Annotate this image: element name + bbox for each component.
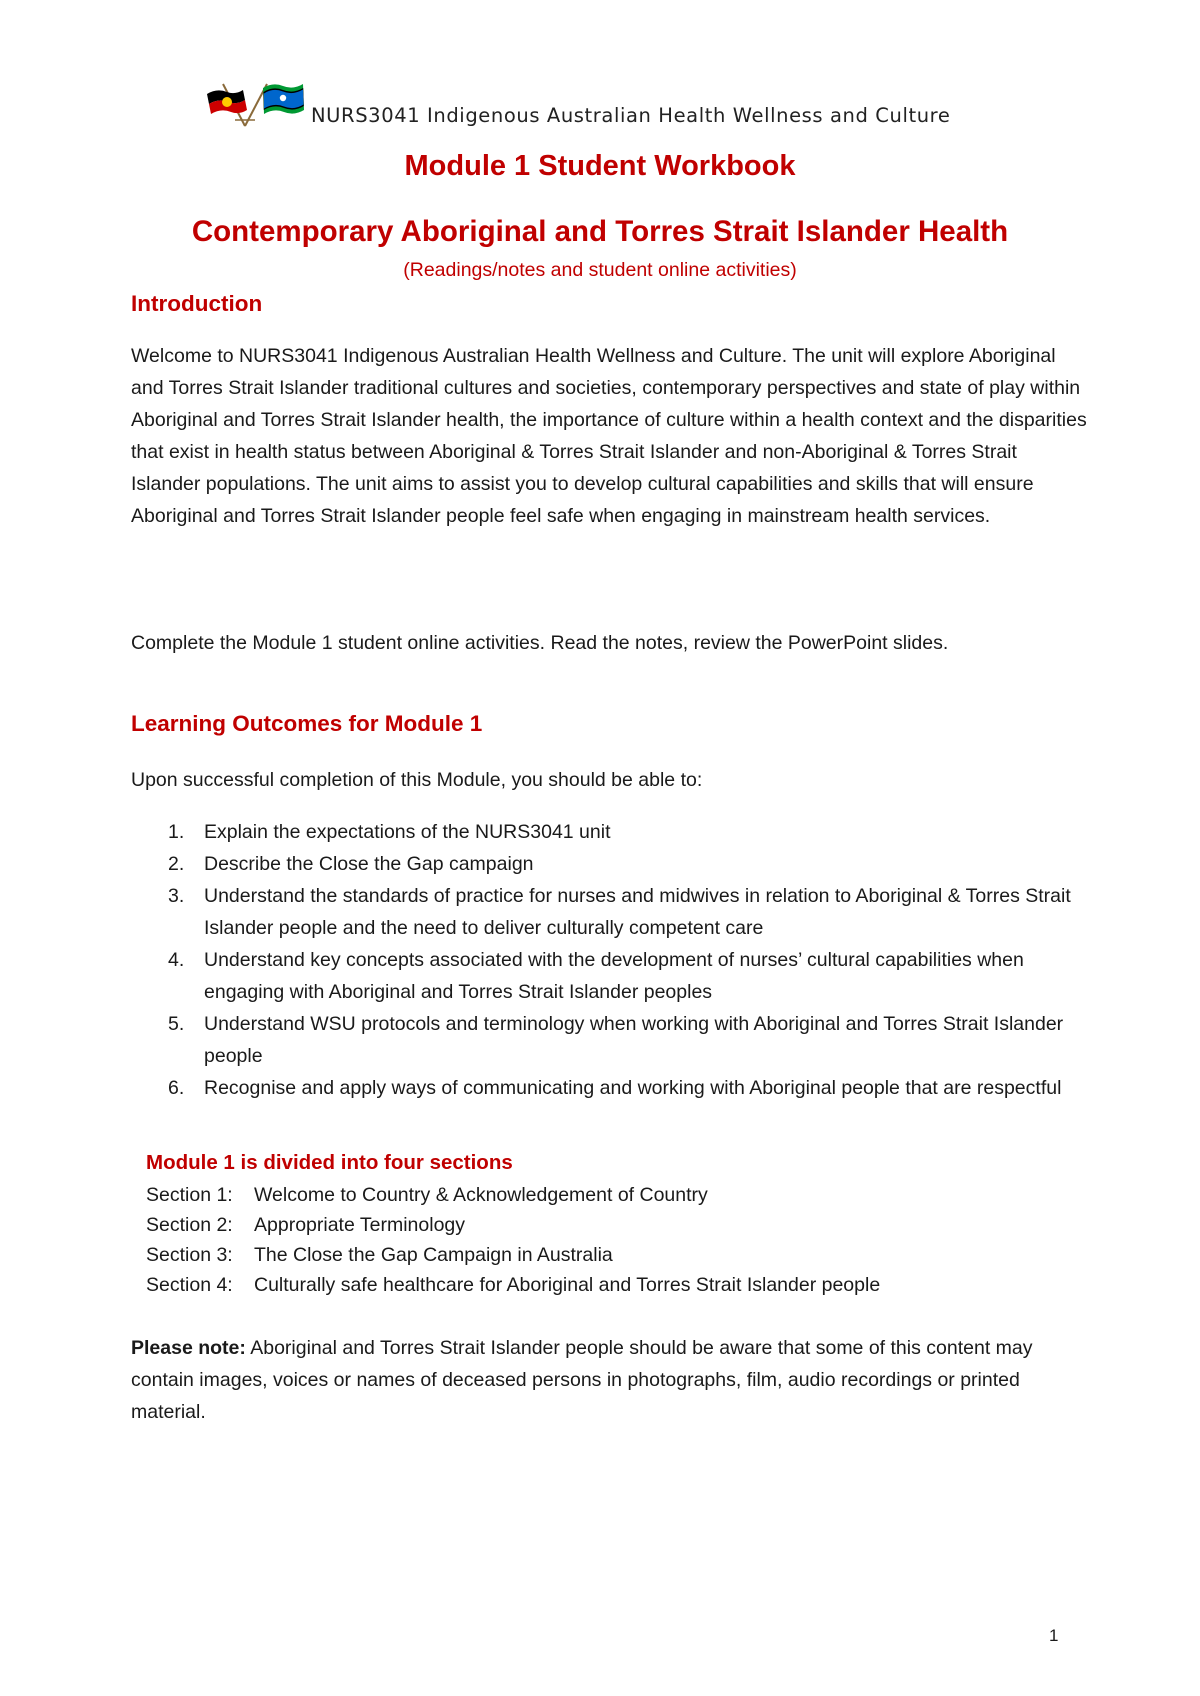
page-number: 1 xyxy=(1049,1626,1059,1645)
aboriginal-flag-icon xyxy=(207,90,247,114)
please-note-paragraph xyxy=(131,1332,1091,1428)
unit-title-header: NURS3041 Indigenous Australian Health Wellness and Culture xyxy=(311,104,951,127)
section-label: Section 3: xyxy=(146,1244,233,1266)
section-text: Culturally safe healthcare for Aboriginal and Torres Strait Islander people xyxy=(254,1274,881,1296)
torres-strait-flag-icon xyxy=(263,84,304,114)
section-row xyxy=(146,1240,1106,1270)
list-item xyxy=(131,1072,1091,1104)
list-item xyxy=(131,1008,1091,1072)
page-header xyxy=(205,80,1025,130)
section-row xyxy=(146,1210,1106,1240)
list-item-text: Recognise and apply ways of communicating and working with Aboriginal people that are respectful xyxy=(204,1077,1062,1099)
list-item-number: 5. xyxy=(168,1013,185,1035)
section-row xyxy=(146,1270,1106,1300)
list-item-text: Understand WSU protocols and terminology when working with Aboriginal and Torres Strait Islander people xyxy=(204,1013,1064,1067)
section-label: Section 4: xyxy=(146,1274,233,1296)
activities-paragraph: Complete the Module 1 student online activities. Read the notes, review the PowerPoint slides. xyxy=(131,632,949,654)
page-title: Module 1 Student Workbook xyxy=(404,150,796,182)
list-item-number: 1. xyxy=(168,821,185,843)
page-subtitle: Contemporary Aboriginal and Torres Strait Islander Health xyxy=(191,215,1009,248)
section-row xyxy=(146,1180,1106,1210)
learning-outcomes-intro: Upon successful completion of this Module, you should be able to: xyxy=(131,769,703,791)
note-text: Aboriginal and Torres Strait Islander people should be aware that some of this content may contain images, voices or names of deceased persons in photographs, film, audio recordings or printed material. xyxy=(131,1337,1033,1423)
learning-outcomes-heading: Learning Outcomes for Module 1 xyxy=(131,711,483,736)
section-label: Section 1: xyxy=(146,1184,233,1206)
subtitle-note: (Readings/notes and student online activities) xyxy=(403,259,797,281)
list-item-number: 2. xyxy=(168,853,185,875)
crossed-flags-icon xyxy=(205,80,305,128)
list-item-number: 3. xyxy=(168,885,185,907)
introduction-paragraph: Welcome to NURS3041 Indigenous Australian Health Wellness and Culture. The unit will explore Aboriginal and Torres Strait Islander traditional cultures and societies, contemporary perspectives and state of play within Aboriginal and Torres Strait Islander health, the importance of culture within a health context and the disparities that exist in health status between Aboriginal & Torres Strait Islander and non-Aboriginal & Torres Strait Islander populations. The unit aims to assist you to develop cultural capabilities and skills that will ensure Aboriginal and Torres Strait Islander people feel safe when engaging in mainstream health services. xyxy=(131,345,1087,527)
list-item-text: Understand key concepts associated with the development of nurses’ cultural capabilities when engaging with Aboriginal and Torres Strait Islander peoples xyxy=(204,949,1024,1003)
section-text: Welcome to Country & Acknowledgement of Country xyxy=(254,1184,708,1206)
list-item xyxy=(131,880,1091,944)
list-item xyxy=(131,848,1091,880)
list-item-number: 6. xyxy=(168,1077,185,1099)
sections-list xyxy=(146,1180,1106,1300)
list-item-text: Explain the expectations of the NURS3041 unit xyxy=(204,821,611,843)
note-label: Please note: xyxy=(131,1337,246,1359)
section-label: Section 2: xyxy=(146,1214,233,1236)
introduction-heading: Introduction xyxy=(131,291,263,316)
sections-heading: Module 1 is divided into four sections xyxy=(146,1151,513,1174)
list-item-text: Understand the standards of practice for nurses and midwives in relation to Aboriginal & Torres Strait Islander people and the need to deliver culturally competent care xyxy=(204,885,1071,939)
section-text: The Close the Gap Campaign in Australia xyxy=(254,1244,613,1266)
list-item xyxy=(131,944,1091,1008)
list-item-number: 4. xyxy=(168,949,185,971)
list-item-text: Describe the Close the Gap campaign xyxy=(204,853,534,875)
learning-outcomes-list xyxy=(131,816,1091,1104)
section-text: Appropriate Terminology xyxy=(254,1214,466,1236)
list-item xyxy=(131,816,1091,848)
